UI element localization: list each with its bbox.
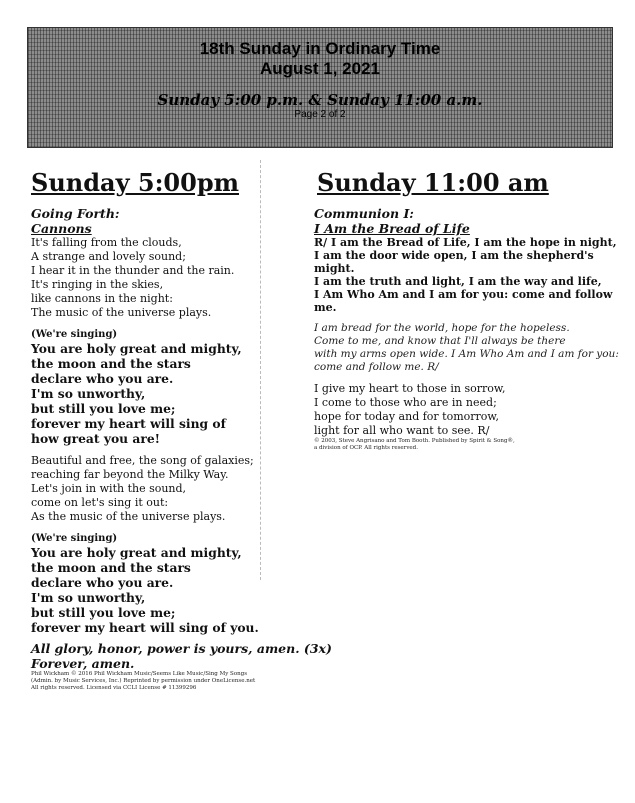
song-label: Communion I: xyxy=(314,206,414,221)
bulletin-header xyxy=(27,27,613,148)
lyric-line: hope for today and for tomorrow, xyxy=(314,410,500,423)
lyric-line: R/ I am the Bread of Life, I am the hope in night, xyxy=(314,236,617,249)
copyright-notice xyxy=(31,671,261,692)
gloria-line: Forever, amen. xyxy=(31,656,135,671)
lyric-line: I'm so unworthy, xyxy=(31,386,146,401)
lyric-line: Come to me, and know that I'll always be there xyxy=(314,335,566,347)
left-heading: Sunday 5:00pm xyxy=(31,168,239,197)
right-column xyxy=(314,168,619,452)
lyric-line: I am the door wide open, I am the shepherd's xyxy=(314,249,594,262)
mass-times: Sunday 5:00 p.m. & Sunday 11:00 a.m. xyxy=(157,91,483,109)
lyric-line: I'm so unworthy, xyxy=(31,590,146,605)
lyric-line: You are holy great and mighty, xyxy=(31,545,242,560)
chorus-2 xyxy=(31,545,261,635)
copyright-line: © 2003, Steve Angrisano and Tom Booth. Published by Spirit & Song®, xyxy=(314,438,515,444)
page-number: Page 2 of 2 xyxy=(294,109,346,120)
singing-tag: (We're singing) xyxy=(31,329,118,340)
copyright-notice xyxy=(314,438,614,452)
lyric-line: I am the truth and light, I am the way and life, xyxy=(314,275,602,288)
lyric-line: I come to those who are in need; xyxy=(314,396,497,409)
lyric-line: with my arms open wide. I Am Who Am and I am for you: xyxy=(314,348,619,360)
lyric-line: how great you are! xyxy=(31,431,161,446)
song-title: Cannons xyxy=(31,221,92,236)
right-heading: Sunday 11:00 am xyxy=(317,168,549,197)
chorus-1 xyxy=(31,341,261,446)
page-title: 18th Sunday in Ordinary Time xyxy=(199,39,441,58)
lyric-line: might. xyxy=(314,262,355,275)
lyric-line: come on let's sing it out: xyxy=(31,496,169,509)
lyric-line: light for all who want to see. R/ xyxy=(314,424,490,437)
lyric-line: the moon and the stars xyxy=(31,560,191,575)
verse-2 xyxy=(314,382,614,438)
copyright-line: (Admin. by Music Services, Inc.) Reprinted by permission under OneLicense.net xyxy=(31,678,256,684)
lyric-line: but still you love me; xyxy=(31,605,176,620)
lyric-line: reaching far beyond the Milky Way. xyxy=(31,468,229,481)
song-title: I Am the Bread of Life xyxy=(314,221,470,236)
copyright-line: All rights reserved. Licensed via CCLI License # 11399296 xyxy=(31,685,197,691)
lyric-line: A strange and lovely sound; xyxy=(31,250,186,263)
date-line: August 1, 2021 xyxy=(260,59,380,78)
lyric-line: I give my heart to those in sorrow, xyxy=(314,382,506,395)
verse-2 xyxy=(31,454,261,524)
lyric-line: declare who you are. xyxy=(31,575,174,590)
lyric-line: The music of the universe plays. xyxy=(31,306,212,319)
lyric-line: Beautiful and free, the song of galaxies; xyxy=(31,454,254,467)
lyric-line: forever my heart will sing of you. xyxy=(31,620,259,635)
copyright-line: a division of OCP. All rights reserved. xyxy=(314,445,418,451)
lyric-line: It's ringing in the skies, xyxy=(31,278,164,291)
song-label: Going Forth: xyxy=(31,206,120,221)
lyric-line: I Am Who Am and I am for you: come and follow xyxy=(314,288,613,301)
verse-1 xyxy=(31,236,261,320)
lyric-line: As the music of the universe plays. xyxy=(31,510,226,523)
lyric-line: Let's join in with the sound, xyxy=(31,482,187,495)
lyric-line: the moon and the stars xyxy=(31,356,191,371)
lyric-line: You are holy great and mighty, xyxy=(31,341,242,356)
verse-1 xyxy=(314,322,619,374)
lyric-line: I hear it in the thunder and the rain. xyxy=(31,264,235,277)
lyric-line: me. xyxy=(314,301,337,314)
left-column xyxy=(31,168,332,692)
refrain xyxy=(314,236,617,314)
lyric-line: It's falling from the clouds, xyxy=(31,236,182,249)
copyright-line: Phil Wickham © 2016 Phil Wickham Music/Seems Like Music/Sing My Songs xyxy=(31,671,248,677)
lyric-line: but still you love me; xyxy=(31,401,176,416)
lyric-line: declare who you are. xyxy=(31,371,174,386)
lyric-line: like cannons in the night: xyxy=(31,292,173,305)
singing-tag: (We're singing) xyxy=(31,533,118,544)
gloria-line: All glory, honor, power is yours, amen. (3x) xyxy=(31,641,332,656)
lyric-line: come and follow me. R/ xyxy=(314,361,439,373)
lyric-line: forever my heart will sing of xyxy=(31,416,226,431)
lyric-line: I am bread for the world, hope for the hopeless. xyxy=(314,322,570,334)
